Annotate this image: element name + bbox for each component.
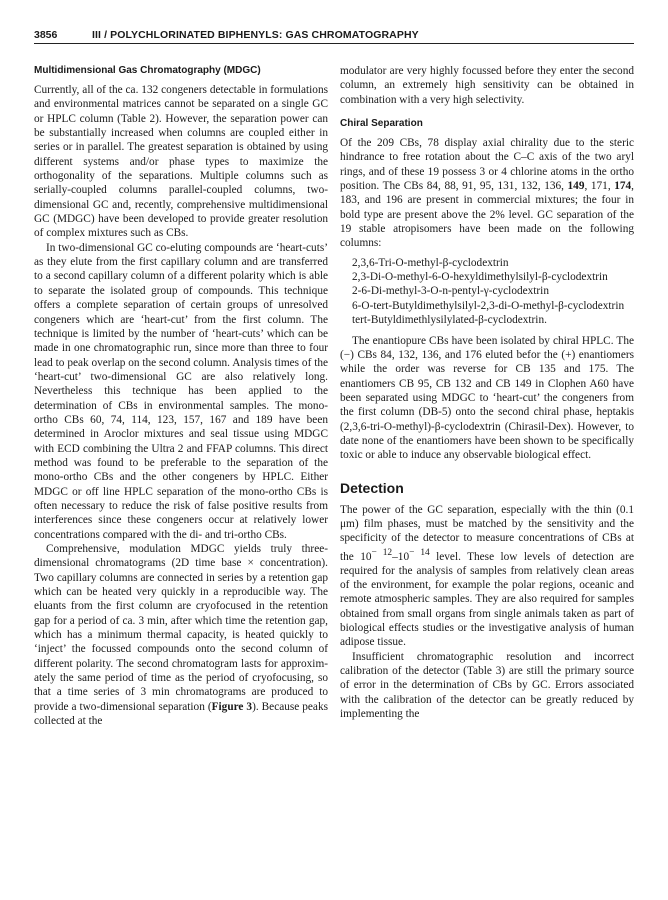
list-item: 2,3-Di-O-methyl-6-O-hexyldimethylsilyl-β-cyclodextrin	[352, 271, 608, 284]
text-run: , 171,	[584, 180, 615, 193]
text-run: The power of the GC separation, especially with the thin (0.1 μm) film phases, must be matched by the sensitivity and the specificity of the detector to measure concentrations of CBs at the 10	[340, 503, 634, 563]
running-title: III / POLYCHLORINATED BIPHENYLS: GAS CHROMATOGRAPHY	[92, 29, 419, 41]
text-run: , 183, and 196 are present in commercial mixtures; the four in bold type are present above the 2% level. GC separation of the 19 stable atropisomers have been made on the following columns:	[340, 180, 634, 250]
bold-congener: 174	[614, 180, 632, 193]
right-column	[340, 64, 634, 722]
list-item: 2,3,6-Tri-O-methyl-β-cyclodextrin	[352, 256, 509, 269]
paragraph: Insufficient chromatographic resolution and incorrect calibration of the detector (Table 3) are still the primary source of error in the determination of CBs by GC. Errors associated with the calibration of the detector can be greatly reduced by implementing the	[340, 650, 634, 721]
text-run: level. These low levels of detection are required for the analysis of samples from relatively clean areas of the environment, for example the polar regions, oceanic and remote atmospheric samples. They are also required for samples obtained from small organs from single animals taken as part of biological effects studies or the investigative analysis of human adipose tissue.	[340, 550, 634, 649]
section-heading-mdgc: Multidimensional Gas Chromatography (MDGC)	[34, 65, 261, 76]
paragraph: The enantiopure CBs have been isolated by chiral HPLC. The (−) CBs 84, 132, 136, and 176 eluted befor the (+) enantiomers while the order was reverse for CB 135 and 175. The enantiomers CB 95, CB 132 and CB 149 in Clophen A60 have been separated using MDGC to ‘heart-cut’ the congeners from the first column (DB-5) onto the second chiral phase, heptakis (2,3,6-tri-O-methyl)-β-cyclodextrin (Chirasil-Dex). However, to date none of the enantiomers have been shown to be specifically toxic or able to induce any observable biological effect.	[340, 334, 634, 462]
list-item: 2-6-Di-methyl-3-O-n-pentyl-γ-cyclodextrin	[352, 285, 549, 298]
text-run: ). Because peaks collected at the	[34, 700, 328, 728]
paragraph: modulator are very highly focussed before they enter the second column, an extremely high sensitivity can be obtained in combination with a very high selectivity.	[340, 65, 634, 106]
running-header	[34, 25, 634, 45]
paragraph	[340, 503, 634, 650]
bold-congener: 149	[567, 180, 585, 193]
list-item: tert-Butyldimethlysilylated-β-cyclodextrin.	[352, 314, 547, 327]
paragraph	[34, 542, 328, 728]
text-run: Comprehensive, modulation MDGC yields truly three-dimensional chromatograms (2D time base × concentration). Two capillary columns are connected in series by a retention gap which can be heated very quickly in a reproducible way. The eluants from the first column are cryofocused in the retention gap for a period of ca. 3 min, after which time the retention gap, which has a minimum thermal capacity, is heated quickly to ‘inject’ the focussed compounds onto the second column of different polarity. The second chromatogram lasts for approximately the same period of time as the period of cryofocusing, so that a time series of 3 min chromatograms are produced to provide a two-dimensional separation (	[34, 543, 328, 713]
superscript: − 14	[409, 547, 430, 558]
text-run: Of the 209 CBs, 78 display axial chirality due to the steric hindrance to free rotation about the C–C axis of the two aryl rings, and of these 19 possess 3 or 4 chlorine atoms in the ortho position. The CBs 84, 88, 91, 95, 131, 132, 136,	[340, 137, 634, 193]
paragraph	[340, 136, 634, 251]
section-heading-detection: Detection	[340, 479, 404, 496]
list-item: 6-O-tert-Butyldimethylsilyl-2,3-di-O-methyl-β-cyclodextrin	[352, 299, 625, 312]
paragraph: In two-dimensional GC co-eluting compounds are ‘heart-cuts’ as they elute from the first capillary column and are transferred to a second capillary column of a different polarity which is able to separate the isolated group of compounds. This technique offers a complete separation of certain groups of unresolved congeners which are ‘heart-cut’ from the first column. The technique is limited by the number of ‘heart-cuts’ which can be made in one chromatographic run, since more than three to four lead to peak overlap on the second column. Analysis times of the ‘heart-cut’ two-dimensional GC are also relatively long. Nevertheless this technique has been applied to the determination of CBs in environmental samples. The mono-ortho CBs 60, 74, 114, 123, 157, 167 and 189 have been determined in Aroclor mixtures and seal tissue using MDGC with ECD combining the Ultra 2 and FFAP columns. This direct method was found to be preferable to the separation of the mono-ortho CBs and the other congeners by HPLC. Either MDGC or off line HPLC separation of the mono-ortho CBs is often necessary to reduce the risk of false positive results from interferences since these congeners occur at relatively lower concentrations compared with the di- and tri-ortho CBs.	[34, 241, 328, 541]
text-run: –10	[392, 550, 410, 563]
column-list	[340, 256, 634, 328]
section-heading-chiral: Chiral Separation	[340, 118, 423, 130]
figure-reference[interactable]: Figure 3	[211, 700, 253, 713]
left-column	[34, 64, 328, 728]
page-number: 3856	[34, 29, 58, 41]
header-rule	[34, 43, 634, 44]
paragraph: Currently, all of the ca. 132 congeners detectable in formulations and environmental matrices cannot be separated on a single GC or HPLC column (Table 2). However, the separation power can be substantially increased when columns are coupled either in series or in parallel. The greatest separation is obtained by using different systems and/or phase types to maximize the orthogonality of the separations. Multiple columns such as serially-coupled columns parallel-coupled columns, two-dimensional GC and, recently, comprehensive multidimensional GC (MDGC) have been developed to provide greater resolution of complex mixtures such as CBs.	[34, 84, 328, 240]
superscript: − 12	[371, 547, 393, 558]
